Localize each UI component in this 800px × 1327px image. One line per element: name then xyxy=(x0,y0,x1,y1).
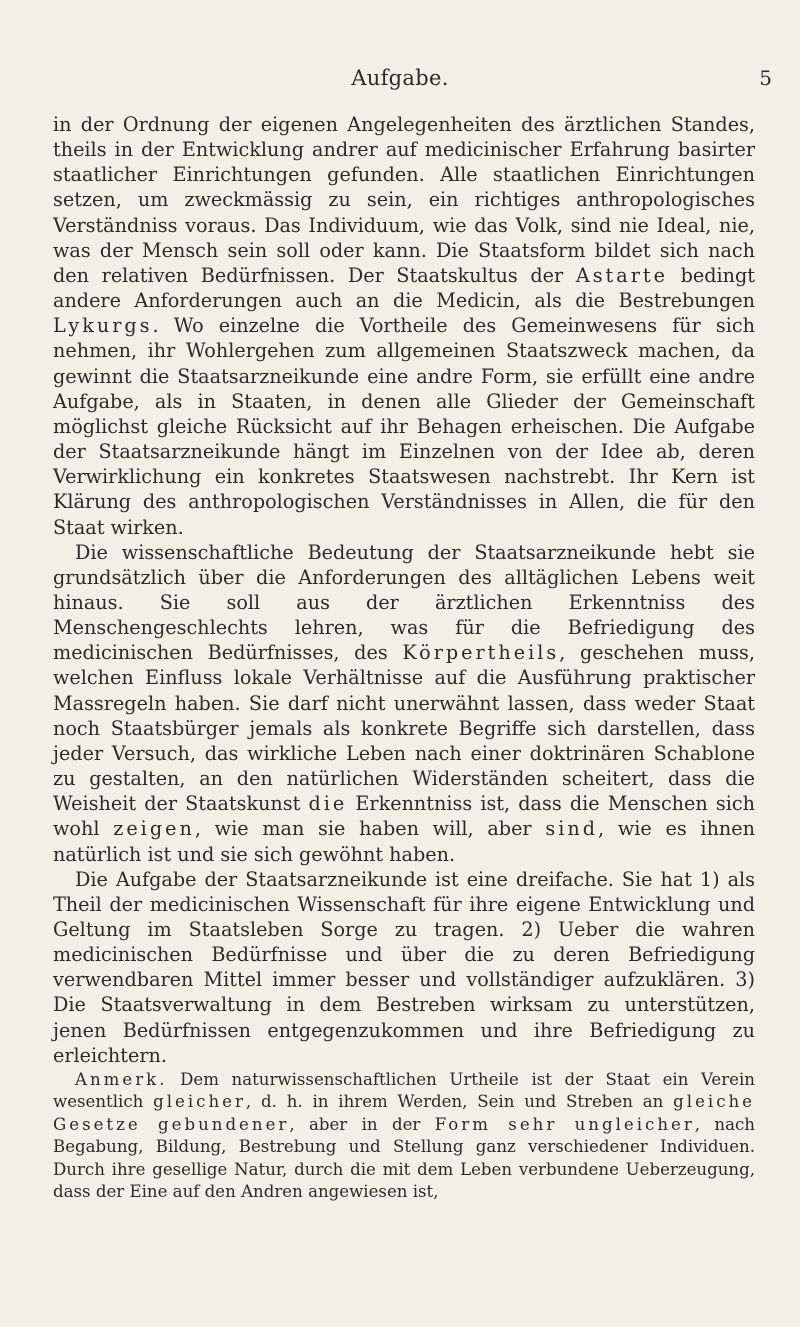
paragraph-3: Die Aufgabe der Staatsarzneikunde ist eine dreifache. Sie hat 1) als Theil der medicinischen Wissenschaft für ihre eigene Entwicklung und Geltung im Staatsleben Sorge zu tragen. 2) Ueber die wahren medicinischen Bedürfnisse und über die zu deren Befriedigung verwendbaren Mittel immer besser und vollständiger aufzuklären. 3) Die Staatsverwaltung in dem Bestreben wirksam zu unterstützen, jenen Bedürfnissen entgegenzukommen und ihre Befriedigung zu erleichtern. xyxy=(53,867,755,1067)
note-emphasis-form: Form sehr ungleicher xyxy=(434,1114,695,1134)
note-text-d: , nach Begabung, Bildung, Bestrebung und Stellung ganz verschiedener Individuen. Durch ihre gesellige Natur, durch die mit dem Leben verbundene Ueberzeugung, dass der Eine auf den Andren angewiesen ist, xyxy=(53,1114,755,1202)
paragraph-2-text-a: Die wissenschaftliche Bedeutung der Staatsarzneikunde hebt sie grundsätzlich über die Anforderungen des alltäglichen Lebens weit hinaus. Sie soll aus der ärztlichen Erkenntniss des Menschengeschlechts lehren, was für die Befriedigung des medicinischen Bedürfnisses, des xyxy=(53,540,755,665)
paragraph-1-text-b: bedingt andere Anforderungen auch an die Medicin, als die Bestrebungen xyxy=(53,263,755,313)
note-text-c: , aber in der xyxy=(289,1114,435,1134)
body-text xyxy=(53,112,755,1204)
note-text-a: Dem naturwissenschaftlichen Urtheile ist der Staat ein Verein wesentlich xyxy=(53,1069,755,1112)
emphasis-zeigen: zeigen xyxy=(113,817,195,841)
paragraph-2 xyxy=(53,540,755,867)
paragraph-1-text-c: . Wo einzelne die Vortheile des Gemeinwesens für sich nehmen, ihr Wohlergehen zum allgemeinen Staatszweck machen, da gewinnt die Staatsarzneikunde eine andre Form, sie erfüllt eine andre Aufgabe, als in Staaten, in denen alle Glieder der Gemeinschaft möglichst gleiche Rücksicht auf ihr Behagen erheischen. Die Aufgabe der Staatsarzneikunde hängt im Einzelnen von der Idee ab, deren Verwirklichung ein konkretes Staatswesen nachstrebt. Ihr Kern ist Klärung des anthropologischen Verständnisses in Allen, die für den Staat wirken. xyxy=(53,314,755,539)
note-emphasis-gleicher: gleicher xyxy=(153,1092,246,1112)
emphasis-die: die xyxy=(308,792,348,816)
note-text-b: , d. h. in ihrem Werden, Sein und Streben an xyxy=(245,1092,674,1112)
paragraph-2-text-c: Erkenntniss ist, dass die Menschen sich wohl xyxy=(53,792,755,841)
page-number: 5 xyxy=(759,66,772,90)
paragraph-2-text-e: , wie es ihnen natürlich ist und sie sich gewöhnt haben. xyxy=(53,817,755,866)
emphasis-sind: sind xyxy=(545,817,598,841)
running-head: Aufgabe. xyxy=(351,66,449,90)
emphasis-koerpertheils: Körpertheils xyxy=(402,641,560,665)
footnote-remark xyxy=(53,1069,755,1204)
note-paragraph xyxy=(53,1069,755,1204)
note-label: Anmerk. xyxy=(75,1069,168,1089)
paragraph-2-text-b: , geschehen muss, welchen Einfluss lokale Verhältnisse auf die Ausführung praktischer Massregeln haben. Sie darf nicht unerwähnt lassen, dass weder Staat noch Staatsbürger jemals als konkrete Begriffe sich darstellen, dass jeder Versuch, das wirkliche Leben nach einer doktrinären Schablone zu gestalten, an den natürlichen Widerständen scheitert, dass die Weisheit der Staatskunst xyxy=(53,641,756,816)
note-emphasis-gesetze: gleiche Gesetze gebundener xyxy=(53,1092,755,1134)
paragraph-1-text-a: in der Ordnung der eigenen Angelegenheiten des ärztlichen Standes, theils in der Entwicklung andrer auf medicinischer Erfahrung basirter staatlicher Einrichtungen gefunden. Alle staatlichen Einrichtungen setzen, um zweckmässig zu sein, ein richtiges anthropologisches Verständniss voraus. Das Individuum, wie das Volk, sind nie Ideal, nie, was der Mensch sein soll oder kann. Die Staatsform bildet sich nach den relativen Bedürfnissen. Der Staatskultus der xyxy=(53,113,755,287)
emphasis-lykurgs: Lykurgs xyxy=(53,314,153,338)
emphasis-astarte: Astarte xyxy=(575,263,668,287)
paragraph-1 xyxy=(53,112,755,540)
paragraph-2-text-d: , wie man sie haben will, aber xyxy=(194,817,546,841)
